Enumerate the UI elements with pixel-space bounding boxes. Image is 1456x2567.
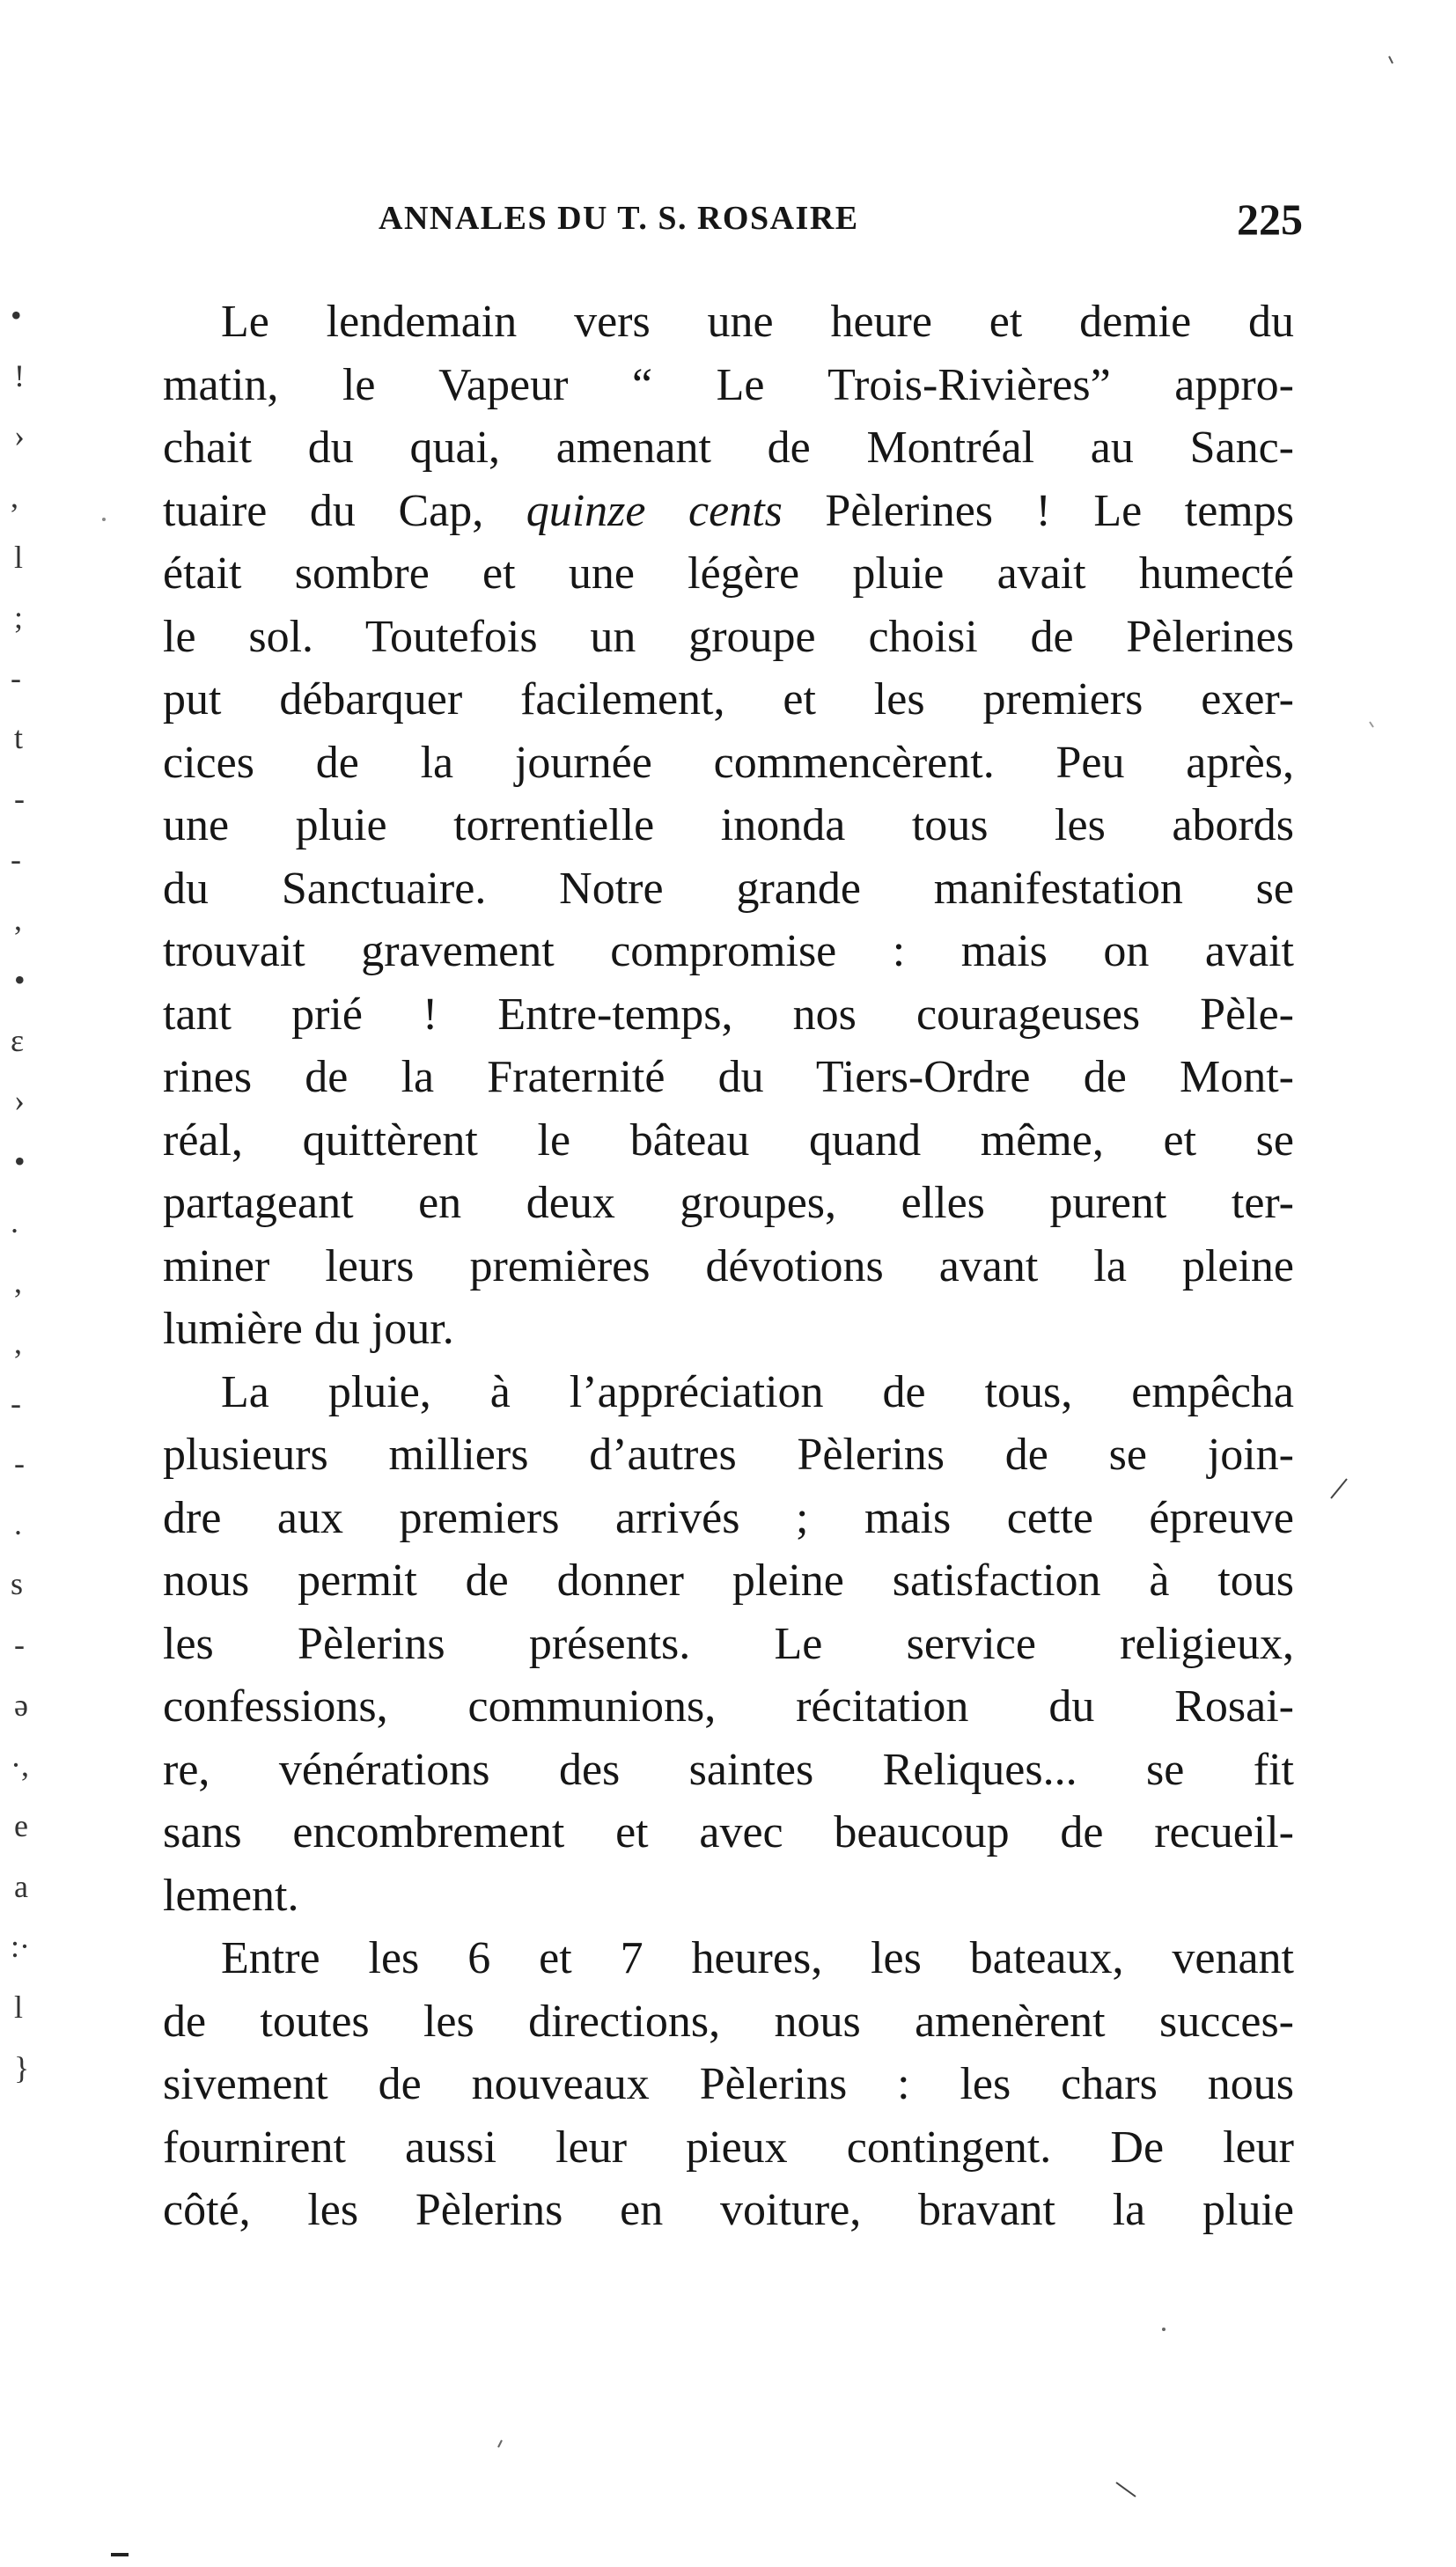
margin-mark: • [14,962,26,998]
margin-mark: ·, [11,1747,29,1784]
text-line: lement. [163,1870,299,1921]
margin-mark: t [14,720,24,756]
margin-mark: - [11,841,21,877]
body-text [163,291,1294,2242]
text-line: put débarquer facilement, et les premiers exer- [163,674,1294,724]
text-line: Entre les 6 et 7 heures, les bateaux, venant [221,1933,1294,1983]
page-header [158,195,1303,252]
text-line [163,480,1294,543]
left-margin-bleed-through [0,0,106,2567]
margin-mark: ; [14,599,24,636]
margin-mark: ! [14,357,25,394]
text-line: Le lendemain vers une heure et demie du [221,297,1294,347]
margin-mark: ɛ [11,1022,25,1058]
margin-mark: ə [14,1687,28,1723]
text-line: réal, quittèrent le bâteau quand même, et se [163,1114,1294,1166]
margin-mark: • [11,298,22,333]
margin-mark: • [14,1143,26,1179]
text-line: de toutes les directions, nous amenèrent succes- [163,1996,1294,2047]
text-line: rines de la Fraternité du Tiers-Ordre de Mont- [163,1052,1294,1102]
text-line: une pluie torrentielle inonda tous les abords [163,800,1294,850]
text-line: les Pèlerins présents. Le service religieux, [163,1618,1294,1669]
text-run: Pèlerines ! Le temps [782,485,1294,536]
text-line: fournirent aussi leur pieux contingent. De leur [163,2122,1294,2173]
running-title: ANNALES DU T. S. ROSAIRE [379,200,859,237]
text-run: tuaire du Cap, [163,485,526,536]
text-line: dre aux premiers arrivés ; mais cette épreuve [163,1492,1294,1543]
margin-mark: - [14,1627,25,1663]
text-line: trouvait gravement compromise : mais on avait [163,926,1294,976]
text-line: sans encombrement et avec beaucoup de recueil- [163,1807,1294,1857]
margin-mark: , [14,901,22,938]
margin-mark: - [14,781,25,817]
text-line: matin, le Vapeur “ Le Trois-Rivières” appro- [163,359,1294,410]
margin-mark: l [14,539,24,575]
margin-mark: › [14,418,25,454]
text-line: plusieurs milliers d’autres Pèlerins de se join- [163,1430,1294,1480]
margin-mark: e [14,1808,28,1843]
margin-mark: › [14,1083,25,1119]
text-line: miner leurs premières dévotions avant la pleine [163,1240,1294,1291]
margin-mark: - [14,1445,25,1482]
margin-mark: } [14,2049,30,2085]
margin-mark: a [14,1868,28,1904]
text-line: La pluie, à l’appréciation de tous, empêcha [221,1366,1294,1417]
text-line: nous permit de donner pleine satisfaction à tous [163,1556,1294,1606]
text-line: tant prié ! Entre-temps, nos courageuses Pèle- [163,989,1294,1040]
margin-mark: - [11,1385,21,1421]
margin-mark: , [14,1264,22,1300]
text-line: re, vénérations des saintes Reliques... se fit [163,1744,1294,1795]
text-line: sivement de nouveaux Pèlerins : les chars nous [163,2059,1294,2109]
text-line: était sombre et une légère pluie avait humecté [163,548,1294,599]
margin-mark: , [11,478,18,514]
margin-mark: :· [11,1929,30,1965]
margin-mark: s [11,1566,24,1602]
text-line: cices de la journée commencèrent. Peu après, [163,737,1294,788]
text-line: chait du quai, amenant de Montréal au Sanc- [163,423,1294,473]
margin-mark: . [14,1505,22,1541]
margin-mark: l [14,1989,24,2025]
margin-mark: . [11,1203,18,1239]
margin-mark: - [11,659,21,695]
text-line: le sol. Toutefois un groupe choisi de Pèlerines [163,611,1294,662]
italic-text: quinze cents [526,485,783,536]
text-line: confessions, communions, récitation du Rosai- [163,1681,1294,1732]
margin-mark: , [14,1324,22,1360]
page-number: 225 [1237,195,1303,244]
text-line: du Sanctuaire. Notre grande manifestation se [163,863,1294,914]
text-line: lumière du jour. [163,1304,454,1354]
text-line: partageant en deux groupes, elles purent ter- [163,1178,1294,1228]
text-line: côté, les Pèlerins en voiture, bravant la pluie [163,2185,1294,2235]
